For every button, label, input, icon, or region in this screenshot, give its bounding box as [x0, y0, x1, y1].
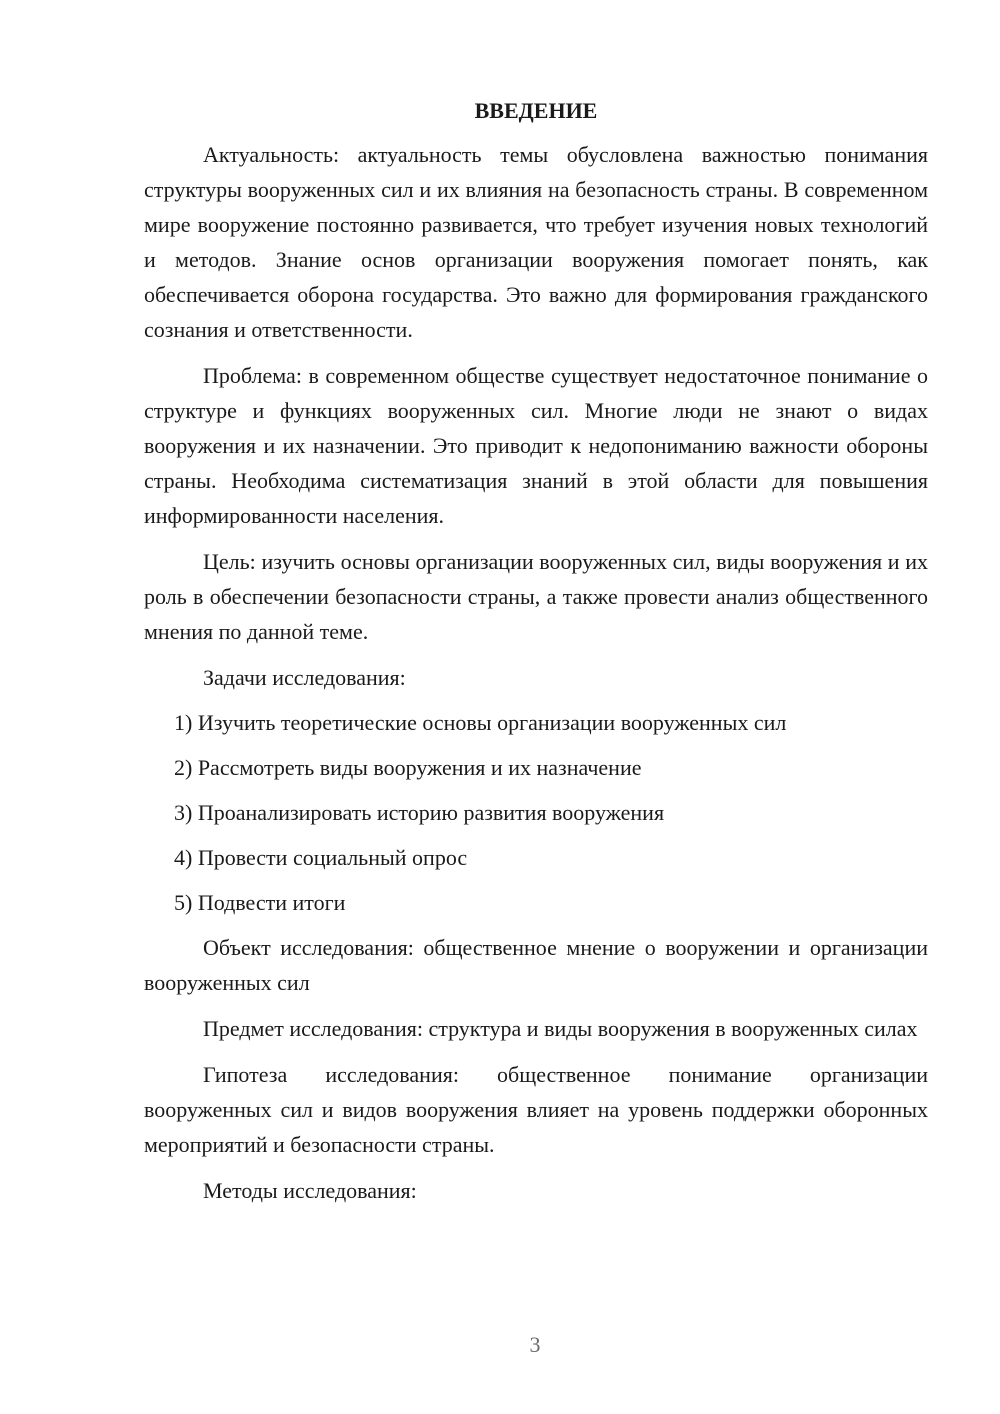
list-item: 4) Провести социальный опрос — [174, 845, 468, 870]
goal-paragraph: Цель: изучить основы организации вооруженных сил, виды вооружения и их роль в обеспечении безопасности страны, а также провести анализ общественного мнения по данной теме. — [144, 549, 928, 644]
tasks-title: Задачи исследования: — [203, 665, 406, 690]
section-heading: ВВЕДЕНИЕ — [474, 98, 598, 123]
hypothesis-paragraph: Гипотеза исследования: общественное понимание организации вооруженных сил и видов вооружения влияет на уровень поддержки оборонных мероприятий и безопасности страны. — [144, 1062, 928, 1157]
document-page — [144, 95, 928, 1218]
methods-title: Методы исследования: — [203, 1178, 417, 1203]
list-item: 2) Рассмотреть виды вооружения и их назначение — [174, 755, 642, 780]
subject-paragraph: Предмет исследования: структура и виды вооружения в вооруженных силах — [203, 1016, 918, 1041]
object-paragraph: Объект исследования: общественное мнение о вооружении и организации вооруженных сил — [144, 935, 928, 995]
list-item: 5) Подвести итоги — [174, 890, 346, 915]
problem-paragraph: Проблема: в современном обществе существует недостаточное понимание о структуре и функциях вооруженных сил. Многие люди не знают о видах вооружения и их назначении. Это приводит к недопониманию важности обороны страны. Необходима систематизация знаний в этой области для повышения информированности населения. — [144, 363, 928, 528]
list-item: 3) Проанализировать историю развития вооружения — [174, 800, 665, 825]
list-item: 1) Изучить теоретические основы организации вооруженных сил — [174, 710, 787, 735]
page-number: 3 — [529, 1332, 541, 1357]
relevance-paragraph: Актуальность: актуальность темы обусловлена важностью понимания структуры вооруженных сил и их влияния на безопасность страны. В современном мире вооружение постоянно развивается, что требует изучения новых технологий и методов. Знание основ организации вооружения помогает понять, как обеспечивается оборона государства. Это важно для формирования гражданского сознания и ответственности. — [144, 142, 928, 342]
tasks-list — [144, 705, 928, 920]
